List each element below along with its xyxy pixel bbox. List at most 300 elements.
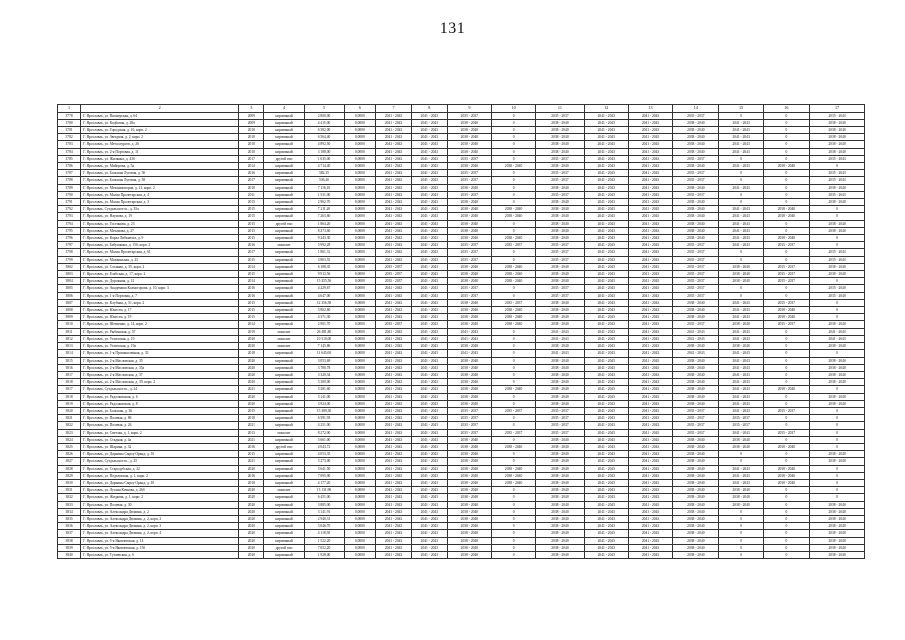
table-cell: 2041 - 2043	[411, 422, 447, 429]
table-cell: 2041 - 2043	[376, 134, 412, 141]
table-cell: 0,0000	[344, 314, 376, 321]
table-cell: кирпичный	[264, 422, 304, 429]
table-cell: 2038 - 2040	[447, 523, 491, 530]
table-cell: 2013	[239, 429, 264, 436]
table-cell: 2041 - 2043	[584, 436, 628, 443]
table-cell: 2041 - 2043	[719, 379, 763, 386]
table-cell: 0,0000	[344, 544, 376, 551]
table-cell: 2038 - 2040	[673, 544, 719, 551]
table-cell: 2021	[239, 436, 264, 443]
table-cell: 0,0000	[344, 515, 376, 522]
table-cell: 2041 - 2043	[411, 184, 447, 191]
table-cell: Г. Ярославль, ул. Рыбинская, д. 57	[81, 328, 239, 335]
table-cell: 2041 - 2043	[411, 494, 447, 501]
table-cell: 0,0000	[344, 206, 376, 213]
table-cell: 6	[344, 105, 376, 113]
table-cell: 2035 - 2037	[536, 285, 584, 292]
table-cell: 2041 - 2043	[584, 451, 628, 458]
table-cell: 2035 - 2037	[673, 177, 719, 184]
table-cell: 0,0000	[344, 170, 376, 177]
table-cell: 2041 - 2043	[810, 335, 865, 342]
table-cell: 2038 - 2040	[673, 479, 719, 486]
table-cell: кирпичный	[264, 465, 304, 472]
table-cell: 2035 - 2043	[810, 191, 865, 198]
table-cell: 0,0000	[344, 508, 376, 515]
table-cell: 0	[810, 163, 865, 170]
table-cell: 2038 - 2040	[673, 386, 719, 393]
table-cell: 2038 - 2040	[810, 458, 865, 465]
table-cell: 2038 - 2040	[673, 314, 719, 321]
table-cell: 0	[810, 465, 865, 472]
table-cell: 0	[763, 148, 809, 155]
table-cell: 2038 - 2040	[536, 235, 584, 242]
table-cell: 2041 - 2043	[628, 292, 672, 299]
table-cell: 0	[763, 141, 809, 148]
table-cell: 2041 - 2043	[376, 429, 412, 436]
table-cell: 2038 - 2040	[673, 235, 719, 242]
table-row	[58, 141, 865, 148]
table-cell: 2035 - 2037	[763, 271, 809, 278]
table-cell: 2035 - 2037	[491, 407, 535, 414]
table-cell: 2041 - 2043	[376, 177, 412, 184]
table-cell: 3835	[58, 515, 81, 522]
table-cell: 2038 - 2040	[673, 213, 719, 220]
table-cell: 3 188,00	[304, 148, 344, 155]
table-cell: 13 131,90	[304, 487, 344, 494]
table-cell: 2041 - 2043	[584, 371, 628, 378]
table-cell: 2038 - 2040	[673, 436, 719, 443]
table-cell: 2041 - 2043	[584, 501, 628, 508]
table-cell: 2041 - 2043	[411, 112, 447, 119]
table-cell: Г. Ярославль, ул. Дорожная, д. 12	[81, 278, 239, 285]
table-cell: Г. Ярославль, ул. 2-я Масловская, д. 37	[81, 371, 239, 378]
table-cell: 0	[810, 206, 865, 213]
table-cell: Г. Ярославль, ул. Александра Дюмина, д. 2, корп. 2	[81, 515, 239, 522]
table-cell: 2035 - 2037	[673, 155, 719, 162]
table-cell: 3839	[58, 544, 81, 551]
table-cell: 2041 - 2043	[628, 191, 672, 198]
table-cell: 2038 - 2040	[719, 487, 763, 494]
table-cell: 0	[719, 292, 763, 299]
table-cell: кирпичный	[264, 494, 304, 501]
table-cell: 2038 - 2040	[447, 494, 491, 501]
table-cell: 2010	[239, 134, 264, 141]
table-cell: 2041 - 2043	[411, 163, 447, 170]
table-cell: 0	[719, 155, 763, 162]
table-row	[58, 530, 865, 537]
table-cell: 3833	[58, 501, 81, 508]
table-cell: 0	[491, 141, 535, 148]
table-row	[58, 127, 865, 134]
table-cell: 0	[491, 371, 535, 378]
table-row	[58, 235, 865, 242]
table-cell: 2038 - 2040	[673, 465, 719, 472]
table-cell: 0	[719, 544, 763, 551]
table-cell: другой тип	[264, 544, 304, 551]
table-cell: 2038 - 2040	[719, 278, 763, 285]
table-row	[58, 523, 865, 530]
table-cell: 2038 - 2040	[719, 436, 763, 443]
table-cell: 2038 - 2040	[447, 184, 491, 191]
table-cell: 2038 - 2040	[447, 393, 491, 400]
table-row	[58, 163, 865, 170]
table-cell: 2035 - 2043	[810, 256, 865, 263]
table-cell: 0	[763, 112, 809, 119]
table-cell: 2038 - 2040	[673, 379, 719, 386]
table-cell: 2035 - 2037	[673, 256, 719, 263]
table-row	[58, 199, 865, 206]
table-cell: 2021	[239, 422, 264, 429]
table-cell: 0	[491, 393, 535, 400]
table-cell: 2	[81, 105, 239, 113]
table-cell: 2038 - 2040	[447, 501, 491, 508]
table-cell: 2041 - 2043	[584, 199, 628, 206]
table-cell: Г. Ярославль, ул. Юности, д. 17	[81, 307, 239, 314]
table-cell: 3818	[58, 393, 81, 400]
table-cell: 2041 - 2043	[411, 443, 447, 450]
table-cell: 0,0000	[344, 220, 376, 227]
table-cell: 2035 - 2037	[536, 249, 584, 256]
table-cell: 2041 - 2043	[628, 184, 672, 191]
table-cell: 2038 - 2040	[536, 199, 584, 206]
table-cell: 0	[810, 422, 865, 429]
table-cell: 2041 - 2043	[411, 429, 447, 436]
table-cell: 2038 - 2040	[673, 163, 719, 170]
table-cell: 2038 - 2040	[536, 393, 584, 400]
table-cell: 3834	[58, 508, 81, 515]
table-cell: 2038 - 2040	[763, 472, 809, 479]
table-cell: 2041 - 2043	[411, 458, 447, 465]
table-cell: 2035 - 2043	[810, 155, 865, 162]
table-cell: 2038 - 2040	[719, 494, 763, 501]
table-cell: 2041 - 2043	[584, 271, 628, 278]
table-cell: 2041 - 2043	[628, 544, 672, 551]
table-cell: 2041 - 2043	[628, 328, 672, 335]
table-cell: 14	[673, 105, 719, 113]
table-cell: 0,0000	[344, 163, 376, 170]
table-cell: 2038 - 2040	[763, 163, 809, 170]
table-cell: 2035 - 2037	[376, 278, 412, 285]
table-cell: 2041 - 2043	[411, 400, 447, 407]
table-cell: 2041 - 2043	[376, 191, 412, 198]
table-cell: 2035 - 2037	[673, 429, 719, 436]
table-cell: 2041 - 2043	[628, 119, 672, 126]
table-cell: 2038 - 2040	[673, 537, 719, 544]
table-cell: 2038 - 2040	[491, 307, 535, 314]
table-cell: 2041 - 2043	[584, 177, 628, 184]
table-cell: 2035 - 2037	[491, 299, 535, 306]
table-cell: кирпичный	[264, 184, 304, 191]
table-cell: 0	[763, 177, 809, 184]
table-cell: 0	[491, 177, 535, 184]
table-cell: 2041 - 2043	[411, 206, 447, 213]
table-row	[58, 191, 865, 198]
table-cell: Г. Ярославль, ул. Угличская, д. 19а	[81, 343, 239, 350]
table-row	[58, 429, 865, 436]
table-cell: 2035 - 2037	[673, 292, 719, 299]
table-cell: 2041 - 2043	[584, 134, 628, 141]
table-cell: 3783	[58, 141, 81, 148]
table-cell: 2041 - 2043	[584, 191, 628, 198]
table-cell: 3 141,91	[304, 508, 344, 515]
table-cell: 2038 - 2040	[491, 472, 535, 479]
table-cell: 0	[491, 515, 535, 522]
table-cell: 0	[719, 508, 763, 515]
table-cell: 2015	[239, 407, 264, 414]
table-row	[58, 177, 865, 184]
table-cell: Г. Ярославль, ул. Жидкова, д. 1, корп. 2	[81, 494, 239, 501]
table-cell: 2041 - 2043	[411, 501, 447, 508]
table-cell: 2038 - 2040	[763, 314, 809, 321]
table-cell: 2041 - 2043	[628, 515, 672, 522]
table-cell: Г. Ярославль, ул. Стадная, д. 4а	[81, 436, 239, 443]
table-cell: 2041 - 2043	[584, 256, 628, 263]
table-cell: 2041 - 2043	[628, 472, 672, 479]
table-cell: 2041 - 2043	[376, 242, 412, 249]
table-cell: 7 263,60	[304, 213, 344, 220]
table-cell: 2017	[239, 177, 264, 184]
table-cell: 2015	[239, 256, 264, 263]
table-cell: 2038 - 2040	[673, 472, 719, 479]
table-cell: 3792	[58, 206, 81, 213]
table-cell: 2041 - 2043	[719, 163, 763, 170]
table-cell: 2035 - 2037	[673, 271, 719, 278]
table-cell: 0	[810, 472, 865, 479]
table-cell: кирпичный	[264, 458, 304, 465]
table-cell: 2038 - 2040	[447, 235, 491, 242]
table-cell: 3818	[58, 379, 81, 386]
table-cell: Г. Ярославль, ул. Дарьины Сыроу Оранд, д. 10	[81, 451, 239, 458]
table-cell: 0,0000	[344, 443, 376, 450]
table-cell: 2038 - 2040	[491, 443, 535, 450]
table-cell: 2041 - 2043	[584, 479, 628, 486]
table-cell: 3 300,00	[304, 379, 344, 386]
table-cell: 2041 - 2043	[628, 249, 672, 256]
table-cell: 2038 - 2040	[536, 487, 584, 494]
table-cell: 0,0000	[344, 141, 376, 148]
table-cell: 2041 - 2043	[376, 206, 412, 213]
table-cell: другой тип	[264, 443, 304, 450]
table-cell: 2035 - 2037	[763, 299, 809, 306]
table-cell: 2041 - 2043	[628, 271, 672, 278]
table-cell: кирпичный	[264, 393, 304, 400]
table-cell: 2041 - 2043	[376, 515, 412, 522]
table-cell: 2038 - 2040	[810, 321, 865, 328]
table-cell: 0	[491, 501, 535, 508]
table-cell: 2041 - 2043	[376, 249, 412, 256]
table-cell: 0	[719, 551, 763, 558]
table-cell: 0	[810, 299, 865, 306]
table-row	[58, 155, 865, 162]
table-cell: 2041 - 2043	[411, 155, 447, 162]
table-cell: 3778	[58, 112, 81, 119]
table-cell: 2041 - 2043	[584, 393, 628, 400]
table-cell: 0,0000	[344, 343, 376, 350]
table-cell: 2035 - 2037	[447, 285, 491, 292]
table-cell: 2041 - 2043	[719, 335, 763, 342]
table-cell: 0,0000	[344, 256, 376, 263]
table-cell: 2041 - 2043	[584, 551, 628, 558]
table-cell: 2020	[239, 537, 264, 544]
table-cell: 2038 - 2040	[719, 263, 763, 270]
table-cell: Г. Ярославль, ул. Стародубская, д. 22	[81, 465, 239, 472]
table-cell: 3821	[58, 415, 81, 422]
table-cell: 2035 - 2037	[673, 249, 719, 256]
table-cell: 2041 - 2043	[411, 307, 447, 314]
table-cell: 2041 - 2043	[411, 415, 447, 422]
table-cell: кирпичный	[264, 537, 304, 544]
table-cell: 3823	[58, 429, 81, 436]
table-row	[58, 494, 865, 501]
table-cell: 5	[304, 105, 344, 113]
table-cell: 3822	[58, 422, 81, 429]
table-cell: 0	[763, 451, 809, 458]
table-cell: монолит	[264, 242, 304, 249]
table-row	[58, 249, 865, 256]
table-cell: 2038 - 2040	[491, 386, 535, 393]
table-cell: кирпичный	[264, 523, 304, 530]
table-cell: 0	[491, 379, 535, 386]
table-cell: 4 371,30	[304, 314, 344, 321]
table-cell: 0,0000	[344, 119, 376, 126]
table-cell: 2041 - 2043	[628, 494, 672, 501]
table-cell: 2035 - 2040	[810, 285, 865, 292]
table-cell: 2041 - 2043	[584, 472, 628, 479]
table-cell: кирпичный	[264, 163, 304, 170]
table-cell: 0	[719, 249, 763, 256]
table-cell: 7 211,20	[304, 206, 344, 213]
table-cell: 0	[763, 371, 809, 378]
table-cell: 2041 - 2043	[628, 357, 672, 364]
table-cell: 2020	[239, 544, 264, 551]
table-cell: 2038 - 2040	[810, 551, 865, 558]
table-cell: 2035 - 2037	[447, 256, 491, 263]
table-cell: 0,0000	[344, 371, 376, 378]
table-cell: 0	[491, 451, 535, 458]
table-cell: 3791	[58, 199, 81, 206]
table-cell: 2038 - 2040	[810, 451, 865, 458]
table-cell: 2041 - 2043	[584, 508, 628, 515]
table-cell: 2041 - 2043	[376, 357, 412, 364]
table-cell: 2035 - 2037	[447, 191, 491, 198]
table-cell: кирпичный	[264, 285, 304, 292]
table-cell: 3812	[58, 335, 81, 342]
table-cell: Г. Ярославль, ул. 2-я Масловская, д. 39, корп. 2	[81, 379, 239, 386]
table-cell: 0,0000	[344, 285, 376, 292]
table-cell: кирпичный	[264, 479, 304, 486]
table-cell: 9 243,30	[304, 235, 344, 242]
table-cell: 0	[810, 415, 865, 422]
table-cell: 2041 - 2043	[376, 112, 412, 119]
table-cell: 0	[491, 364, 535, 371]
table-cell: 2041 - 2043	[584, 407, 628, 414]
table-cell: кирпичный	[264, 508, 304, 515]
table-cell: 2035 - 2037	[447, 415, 491, 422]
table-cell: 2041 - 2043	[628, 227, 672, 234]
housing-table-container	[57, 104, 865, 559]
table-cell: 0	[719, 199, 763, 206]
table-cell: 2041 - 2043	[628, 400, 672, 407]
table-cell: 0,0000	[344, 472, 376, 479]
table-cell: 2038 - 2040	[719, 321, 763, 328]
table-cell: Г. Ярославль, ул. Александра Дюмина, д. 2	[81, 508, 239, 515]
table-cell: 0	[763, 422, 809, 429]
table-cell: 0	[719, 515, 763, 522]
table-cell: 2038 - 2040	[447, 371, 491, 378]
table-cell: 2038 - 2040	[447, 213, 491, 220]
table-cell: 2035 - 2037	[447, 177, 491, 184]
table-cell: 0,0000	[344, 479, 376, 486]
table-cell: 2041 - 2043	[411, 213, 447, 220]
table-cell: 3 780,78	[304, 364, 344, 371]
table-cell: Г. Ярославль, ул. Елабская, д. 17, корп. 2	[81, 271, 239, 278]
table-cell: 2041 - 2043	[628, 371, 672, 378]
table-cell: кирпичный	[264, 177, 304, 184]
table-cell: 2038 - 2040	[447, 119, 491, 126]
table-cell: 2020	[239, 523, 264, 530]
table-cell: 0	[763, 494, 809, 501]
table-cell: 2041 - 2043	[376, 148, 412, 155]
table-cell: 2041 - 2043	[628, 508, 672, 515]
table-cell: 3 053,69	[304, 357, 344, 364]
table-cell: 2038 - 2040	[810, 119, 865, 126]
table-cell: Г. Ярославль, ул. Жилкина, д. 43б	[81, 155, 239, 162]
table-cell: кирпичный	[264, 263, 304, 270]
table-cell: 2041 - 2043	[376, 422, 412, 429]
table-cell: 0	[491, 184, 535, 191]
table-cell: 2041 - 2043	[628, 112, 672, 119]
table-cell: 0,0000	[344, 321, 376, 328]
table-row	[58, 350, 865, 357]
table-cell: 0	[810, 278, 865, 285]
table-cell: 0	[491, 112, 535, 119]
table-cell: 2041 - 2043	[376, 451, 412, 458]
table-cell: кирпичный	[264, 148, 304, 155]
table-cell: 2041 - 2043	[376, 199, 412, 206]
table-cell: 2041 - 2043	[628, 206, 672, 213]
table-cell: 2041 - 2043	[447, 350, 491, 357]
table-cell: 2041 - 2043	[411, 134, 447, 141]
table-cell: 3817	[58, 386, 81, 393]
table-cell: 3820	[58, 407, 81, 414]
table-cell: 0	[719, 458, 763, 465]
table-cell: 2035 - 2037	[536, 242, 584, 249]
table-cell: 2035 - 2037	[673, 278, 719, 285]
table-cell: 2038 - 2040	[447, 163, 491, 170]
table-cell: 2041 - 2043	[376, 170, 412, 177]
table-cell: 2041 - 2043	[411, 436, 447, 443]
table-cell: 2041 - 2043	[411, 508, 447, 515]
table-cell: 2041 - 2043	[584, 530, 628, 537]
table-cell: монолит	[264, 335, 304, 342]
table-cell: 4 118,50	[304, 530, 344, 537]
table-cell: 3 320,34	[304, 371, 344, 378]
table-cell: Г. Ярославль, ул. Шевченко, д. 14, корп. 2	[81, 321, 239, 328]
page-number: 131	[439, 20, 466, 37]
table-cell: 2019	[239, 328, 264, 335]
table-cell: Г. Ярославль, ул. 5-я Яковлевская, д. 14	[81, 537, 239, 544]
table-cell: 2041 - 2043	[719, 119, 763, 126]
table-cell: 2035 - 2037	[491, 429, 535, 436]
table-cell: 0	[491, 487, 535, 494]
table-cell: 12	[584, 105, 628, 113]
table-cell: 6 582,00	[304, 127, 344, 134]
table-cell: 2041 - 2043	[584, 335, 628, 342]
table-cell: 2041 - 2043	[628, 386, 672, 393]
table-cell: 2038 - 2040	[536, 321, 584, 328]
table-cell: Г. Ярославль, ул. 2-я Портовая, д. 11	[81, 148, 239, 155]
table-cell: 2038 - 2040	[810, 393, 865, 400]
